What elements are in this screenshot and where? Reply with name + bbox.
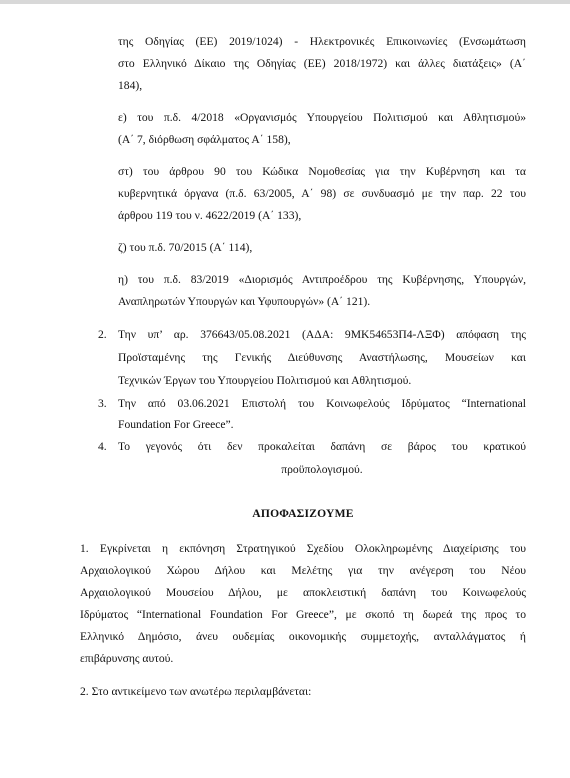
decision-line: Ελληνικό Δημόσιο, άνευ ουδεμίας οικονομικής συμμετοχής, ανταλλάγματος ή: [80, 630, 526, 643]
sub-item-line: η) του π.δ. 83/2019 «Διορισμός Αντιπροέδρου της Κυβέρνησης, Υπουργών,: [118, 273, 526, 286]
numbered-item-line: προϋπολογισμού.: [281, 463, 363, 476]
decision-heading: ΑΠΟΦΑΣΙΖΟΥΜΕ: [252, 507, 354, 520]
numbered-item-line: Τεχνικών Έργων του Υπουργείου Πολιτισμού και Αθλητισμού.: [118, 374, 412, 387]
sub-item-line: Αναπληρωτών Υπουργών και Υφυπουργών» (Α΄ 121).: [118, 295, 371, 308]
numbered-item-line: Το γεγονός ότι δεν προκαλείται δαπάνη σε βάρος του κρατικού: [118, 440, 526, 453]
decision-line: Ιδρύματος “International Foundation For Greece”, με σκοπό τη δωρεά της προς το: [80, 608, 526, 621]
numbered-item-line: Την υπ’ αρ. 376643/05.08.2021 (ΑΔΑ: 9ΜΚ54653Π4-ΛΞΦ) απόφαση της: [118, 328, 526, 341]
sub-item-line: ε) του π.δ. 4/2018 «Οργανισμός Υπουργείου Πολιτισμού και Αθλητισμού»: [118, 111, 526, 124]
list-number: 4.: [98, 440, 107, 453]
decision-line: Αρχαιολογικού Χώρου Δήλου και Μελέτης για την ανέγερση του Νέου: [80, 564, 526, 577]
continuation-line: της Οδηγίας (ΕΕ) 2019/1024) - Ηλεκτρονικές Επικοινωνίες (Ενσωμάτωση: [118, 35, 526, 48]
list-number: 2.: [98, 328, 107, 341]
numbered-item-line: Foundation For Greece”.: [118, 418, 234, 431]
sub-item-line: στ) του άρθρου 90 του Κώδικα Νομοθεσίας για την Κυβέρνηση και τα: [118, 165, 526, 178]
continuation-line: 184),: [118, 79, 143, 92]
sub-item-line: (Α΄ 7, διόρθωση σφάλματος Α΄ 158),: [118, 133, 291, 146]
decision-line: 1. Εγκρίνεται η εκπόνηση Στρατηγικού Σχεδίου Ολοκληρωμένης Διαχείρισης του: [80, 542, 526, 555]
decision-line: 2. Στο αντικείμενο των ανωτέρω περιλαμβάνεται:: [80, 685, 312, 698]
continuation-line: στο Ελληνικό Δίκαιο της Οδηγίας (ΕΕ) 2018/1972) και άλλες διατάξεις» (Α΄: [118, 57, 526, 70]
sub-item-line: ζ) του π.δ. 70/2015 (Α΄ 114),: [118, 241, 253, 254]
decision-line: Αρχαιολογικού Μουσείου Δήλου, με αποκλειστική δαπάνη του Κοινωφελούς: [80, 586, 526, 599]
sub-item-line: άρθρου 119 του ν. 4622/2019 (Α΄ 133),: [118, 209, 302, 222]
list-number: 3.: [98, 397, 107, 410]
numbered-item-line: Την από 03.06.2021 Επιστολή του Κοινωφελούς Ιδρύματος “International: [118, 397, 526, 410]
decision-line: επιβάρυνσης αυτού.: [80, 652, 174, 665]
sub-item-line: κυβερνητικά όργανα (π.δ. 63/2005, Α΄ 98) σε συνδυασμό με την παρ. 22 του: [118, 187, 526, 200]
numbered-item-line: Προϊσταμένης της Γενικής Διεύθυνσης Αναστήλωσης, Μουσείων και: [118, 351, 526, 364]
